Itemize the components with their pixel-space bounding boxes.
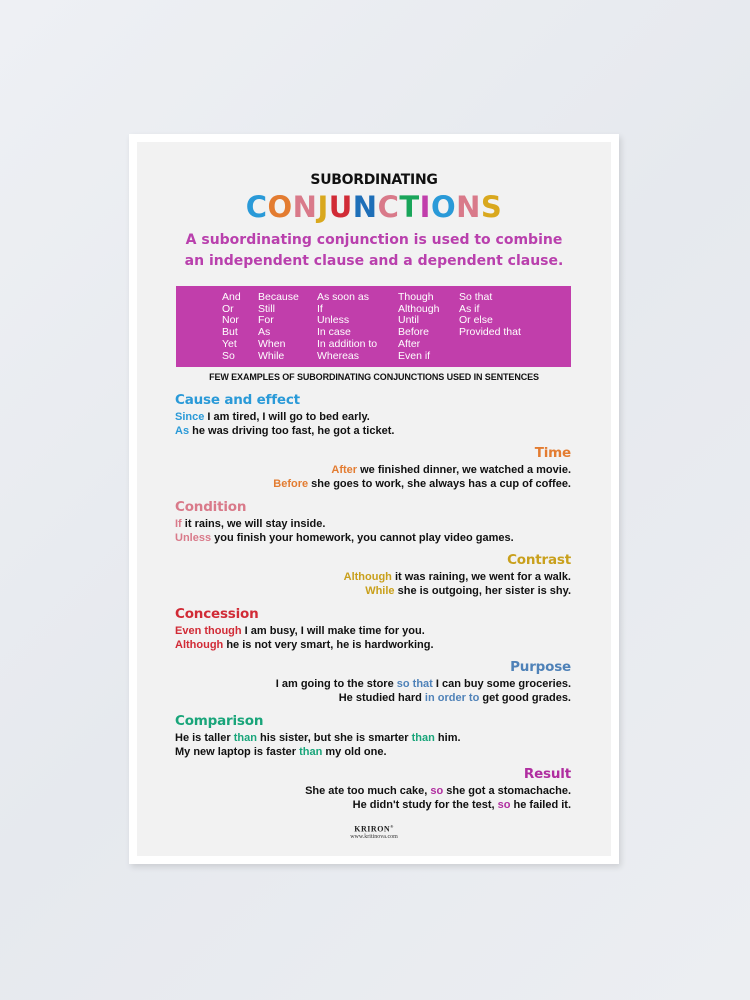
sentence-text: she got a stomachache. bbox=[443, 785, 571, 797]
conjunction-keyword: Unless bbox=[175, 532, 212, 544]
example-sentence bbox=[175, 731, 571, 745]
sentence-text: we finished dinner, we watched a movie. bbox=[357, 464, 571, 476]
conjunction-keyword: Although bbox=[175, 639, 224, 651]
conjunction-word: Even if bbox=[398, 349, 431, 362]
title-letter: C bbox=[245, 190, 268, 224]
example-sentence bbox=[175, 798, 571, 812]
conjunction-word: Nor bbox=[222, 314, 239, 327]
subtitle bbox=[137, 230, 611, 272]
section-title: Result bbox=[523, 766, 571, 782]
example-sentence bbox=[175, 463, 571, 477]
conjunctions-box bbox=[176, 286, 571, 367]
example-sentence bbox=[175, 584, 571, 598]
title-letter: O bbox=[267, 190, 293, 224]
section-contrast bbox=[175, 552, 571, 598]
conjunction-keyword: Although bbox=[343, 571, 392, 583]
brand-logo bbox=[137, 822, 611, 841]
conjunction-word: Or bbox=[222, 302, 234, 315]
logo-url: www.kritinova.com bbox=[350, 833, 398, 840]
section-comparison bbox=[175, 713, 571, 759]
section-title: Time bbox=[534, 445, 571, 461]
conjunction-keyword: than bbox=[233, 732, 257, 744]
section-cause-and-effect bbox=[175, 392, 571, 438]
sentence-text: she is outgoing, her sister is shy. bbox=[394, 585, 571, 597]
sentence-text: I am going to the store bbox=[275, 678, 397, 690]
conjunction-word: Or else bbox=[459, 314, 493, 327]
conjunction-word: Still bbox=[258, 302, 275, 315]
conjunction-word: But bbox=[222, 326, 238, 339]
section-title: Comparison bbox=[175, 713, 264, 729]
sentence-text: She ate too much cake, bbox=[305, 785, 431, 797]
sentence-text: He is taller bbox=[175, 732, 234, 744]
example-sentence bbox=[175, 410, 571, 424]
sentence-text: it rains, we will stay inside. bbox=[181, 518, 326, 530]
example-sentence bbox=[175, 784, 571, 798]
sentence-text: I am busy, I will make time for you. bbox=[241, 625, 425, 637]
example-sentence bbox=[175, 531, 571, 545]
title-letter: S bbox=[480, 190, 503, 224]
section-time bbox=[175, 445, 571, 491]
section-title: Concession bbox=[175, 606, 259, 622]
conjunction-word: As soon as bbox=[317, 291, 369, 303]
title-letter: N bbox=[456, 190, 481, 224]
conjunction-keyword: than bbox=[299, 746, 323, 758]
section-title: Purpose bbox=[510, 659, 571, 675]
example-sentence bbox=[175, 745, 571, 759]
conjunction-word: As if bbox=[459, 302, 480, 315]
sentence-text: I can buy some groceries. bbox=[432, 678, 571, 690]
section-purpose bbox=[175, 659, 571, 705]
conjunction-word: In case bbox=[317, 326, 351, 339]
conjunction-word: So that bbox=[459, 291, 493, 303]
conjunction-word: Unless bbox=[317, 314, 350, 327]
sentence-text: get good grades. bbox=[479, 692, 571, 704]
example-sentence bbox=[175, 424, 571, 438]
sentence-text: He didn't study for the test, bbox=[352, 799, 498, 811]
sentence-text: my old one. bbox=[322, 746, 387, 758]
example-sentence bbox=[175, 677, 571, 691]
conjunction-word: If bbox=[317, 302, 323, 315]
sentence-text: she goes to work, she always has a cup of coffee. bbox=[308, 478, 571, 490]
section-condition bbox=[175, 499, 571, 545]
conjunction-column-1 bbox=[222, 292, 241, 362]
conjunction-keyword: After bbox=[331, 464, 358, 476]
sentence-text: he was driving too fast, he got a ticket. bbox=[189, 425, 395, 437]
title-letter: J bbox=[317, 190, 329, 224]
conjunction-column-5 bbox=[459, 292, 521, 339]
conjunction-word: As bbox=[258, 326, 271, 339]
sentence-text: he is not very smart, he is hardworking. bbox=[223, 639, 434, 651]
conjunction-keyword: so that bbox=[396, 678, 433, 690]
section-title: Cause and effect bbox=[175, 392, 300, 408]
section-result bbox=[175, 766, 571, 812]
title-letter: N bbox=[292, 190, 318, 224]
example-sentence bbox=[175, 638, 571, 652]
conjunction-word: In addition to bbox=[317, 337, 378, 350]
conjunction-word: Though bbox=[398, 291, 434, 303]
title-letter: O bbox=[430, 190, 457, 224]
title-letter: T bbox=[399, 190, 420, 224]
conjunction-keyword: Even though bbox=[175, 625, 242, 637]
sentence-text: He studied hard bbox=[338, 692, 425, 704]
title-letter: C bbox=[377, 190, 400, 224]
subtitle-line-2: an independent clause and a dependent clause. bbox=[184, 253, 564, 269]
title-letter: U bbox=[328, 190, 353, 224]
sentence-text: him. bbox=[434, 732, 461, 744]
conjunction-word: Provided that bbox=[459, 326, 521, 339]
title-letter: I bbox=[419, 190, 431, 224]
sentence-text: I am tired, I will go to bed early. bbox=[204, 411, 370, 423]
conjunction-keyword: If bbox=[175, 518, 182, 530]
conjunction-word: For bbox=[258, 314, 274, 327]
title-letter: N bbox=[352, 190, 378, 224]
section-concession bbox=[175, 606, 571, 652]
conjunction-word: Yet bbox=[222, 337, 237, 350]
example-sentence bbox=[175, 624, 571, 638]
conjunction-keyword: in order to bbox=[424, 692, 480, 704]
conjunction-word: While bbox=[258, 349, 285, 362]
examples-heading: FEW EXAMPLES OF SUBORDINATING CONJUNCTIONS USED IN SENTENCES bbox=[209, 372, 539, 382]
sentence-text: his sister, but she is smarter bbox=[256, 732, 412, 744]
example-sentence bbox=[175, 570, 571, 584]
sentence-text: My new laptop is faster bbox=[175, 746, 300, 758]
example-sentence bbox=[175, 477, 571, 491]
title-small: SUBORDINATING bbox=[310, 172, 438, 188]
conjunction-word: After bbox=[398, 337, 421, 350]
conjunction-word: Until bbox=[398, 314, 420, 327]
title-big bbox=[137, 190, 611, 224]
logo-name: KRIRON bbox=[354, 824, 391, 834]
registered-mark: ® bbox=[390, 824, 394, 829]
conjunction-word: So bbox=[222, 349, 235, 362]
example-sentence bbox=[175, 517, 571, 531]
conjunction-column-4 bbox=[398, 292, 439, 362]
conjunction-column-3 bbox=[317, 292, 377, 362]
sentence-text: it was raining, we went for a walk. bbox=[391, 571, 571, 583]
conjunction-keyword: Before bbox=[273, 478, 309, 490]
conjunction-word: Because bbox=[258, 291, 299, 303]
section-title: Condition bbox=[175, 499, 247, 515]
poster-content bbox=[137, 142, 611, 856]
conjunction-word: And bbox=[222, 291, 241, 303]
poster-frame bbox=[129, 134, 619, 864]
conjunction-word: Whereas bbox=[317, 349, 360, 362]
conjunction-column-2 bbox=[258, 292, 299, 362]
conjunction-word: Before bbox=[398, 326, 429, 339]
sentence-text: you finish your homework, you cannot play video games. bbox=[211, 532, 514, 544]
sentence-text: he failed it. bbox=[510, 799, 571, 811]
example-sentence bbox=[175, 691, 571, 705]
conjunction-keyword: so bbox=[430, 785, 444, 797]
conjunction-keyword: As bbox=[175, 425, 190, 437]
section-title: Contrast bbox=[507, 552, 571, 568]
conjunction-keyword: While bbox=[365, 585, 395, 597]
subtitle-line-1: A subordinating conjunction is used to combine bbox=[185, 232, 563, 248]
poster-inner bbox=[137, 142, 611, 856]
conjunction-word: Although bbox=[398, 302, 440, 315]
conjunction-word: When bbox=[258, 337, 286, 350]
conjunction-keyword: than bbox=[411, 732, 435, 744]
conjunction-keyword: so bbox=[497, 799, 511, 811]
conjunction-keyword: Since bbox=[175, 411, 205, 423]
